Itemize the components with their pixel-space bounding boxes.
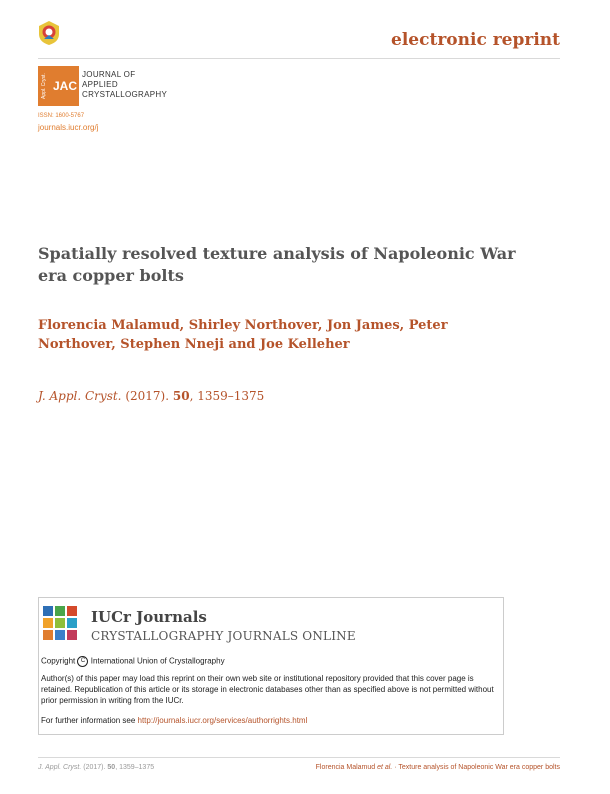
journal-url-link[interactable]: journals.iucr.org/j xyxy=(38,123,99,132)
logo-square xyxy=(43,618,53,628)
citation-year: (2017). xyxy=(125,389,170,403)
logo-square xyxy=(55,630,65,640)
electronic-reprint-label: electronic reprint xyxy=(391,30,560,50)
footer-volume: 50 xyxy=(107,764,116,771)
copyright-holder: International Union of Crystallography xyxy=(90,656,225,666)
journal-name-line: APPLIED xyxy=(82,80,118,89)
issn: ISSN: 1600-5767 xyxy=(38,113,85,119)
further-info xyxy=(41,716,307,725)
further-prefix: For further information see xyxy=(41,716,136,725)
footer-divider xyxy=(38,757,560,758)
journal-logo-side-text: Appl. Cryst. xyxy=(41,73,47,99)
logo-square xyxy=(55,606,65,616)
header-divider xyxy=(38,58,560,59)
journal-name xyxy=(82,70,167,100)
crossmark-icon[interactable] xyxy=(38,20,60,46)
footer-journal: J. Appl. Cryst. xyxy=(38,764,82,771)
footer-year: (2017). xyxy=(81,764,108,771)
copyright-symbol-icon: C xyxy=(77,656,88,667)
journal-logo-side xyxy=(38,66,51,106)
footer-short-title: · Texture analysis of Napoleonic War era copper bolts xyxy=(392,764,560,771)
journal-logo: JAC xyxy=(51,66,79,106)
citation-journal: J. Appl. Cryst. xyxy=(38,389,122,403)
logo-square xyxy=(67,606,77,616)
article-authors: Florencia Malamud, Shirley Northover, Jon James, Peter Northover, Stephen Nneji and Joe Kelleher xyxy=(38,318,448,352)
footer-etal: et al. xyxy=(377,764,393,771)
article-citation xyxy=(38,389,264,403)
logo-square xyxy=(67,630,77,640)
citation-volume: 50 xyxy=(172,389,190,403)
rights-text: Author(s) of this paper may load this reprint on their own web site or institutional repository provided that this cover page is retained. Republication of this article or its storage in electronic databases other than as specified above is not permitted without prior permission in writing from the IUCr. xyxy=(41,674,494,705)
footer-running-title xyxy=(316,764,560,771)
footer-citation xyxy=(38,764,154,771)
footer-pages: , 1359–1375 xyxy=(115,764,155,771)
iucr-journals-title: IUCr Journals xyxy=(91,608,207,626)
footer-author: Florencia Malamud xyxy=(315,764,378,771)
copyright-line xyxy=(41,656,225,667)
article-title: Spatially resolved texture analysis of Napoleonic War era copper bolts xyxy=(38,244,516,285)
logo-square xyxy=(43,630,53,640)
logo-square xyxy=(67,618,77,628)
iucr-journals-subtitle: CRYSTALLOGRAPHY JOURNALS ONLINE xyxy=(91,629,356,643)
logo-square xyxy=(43,606,53,616)
author-rights-link[interactable]: http://journals.iucr.org/services/authorrights.html xyxy=(137,716,308,725)
journal-name-line: CRYSTALLOGRAPHY xyxy=(82,90,168,99)
citation-pages: , 1359–1375 xyxy=(189,389,265,403)
copyright-prefix: Copyright xyxy=(41,656,76,666)
iucr-logo-icon xyxy=(43,606,79,642)
iucr-info-box xyxy=(38,597,504,735)
journal-name-line: JOURNAL OF xyxy=(82,70,136,79)
logo-square xyxy=(55,618,65,628)
